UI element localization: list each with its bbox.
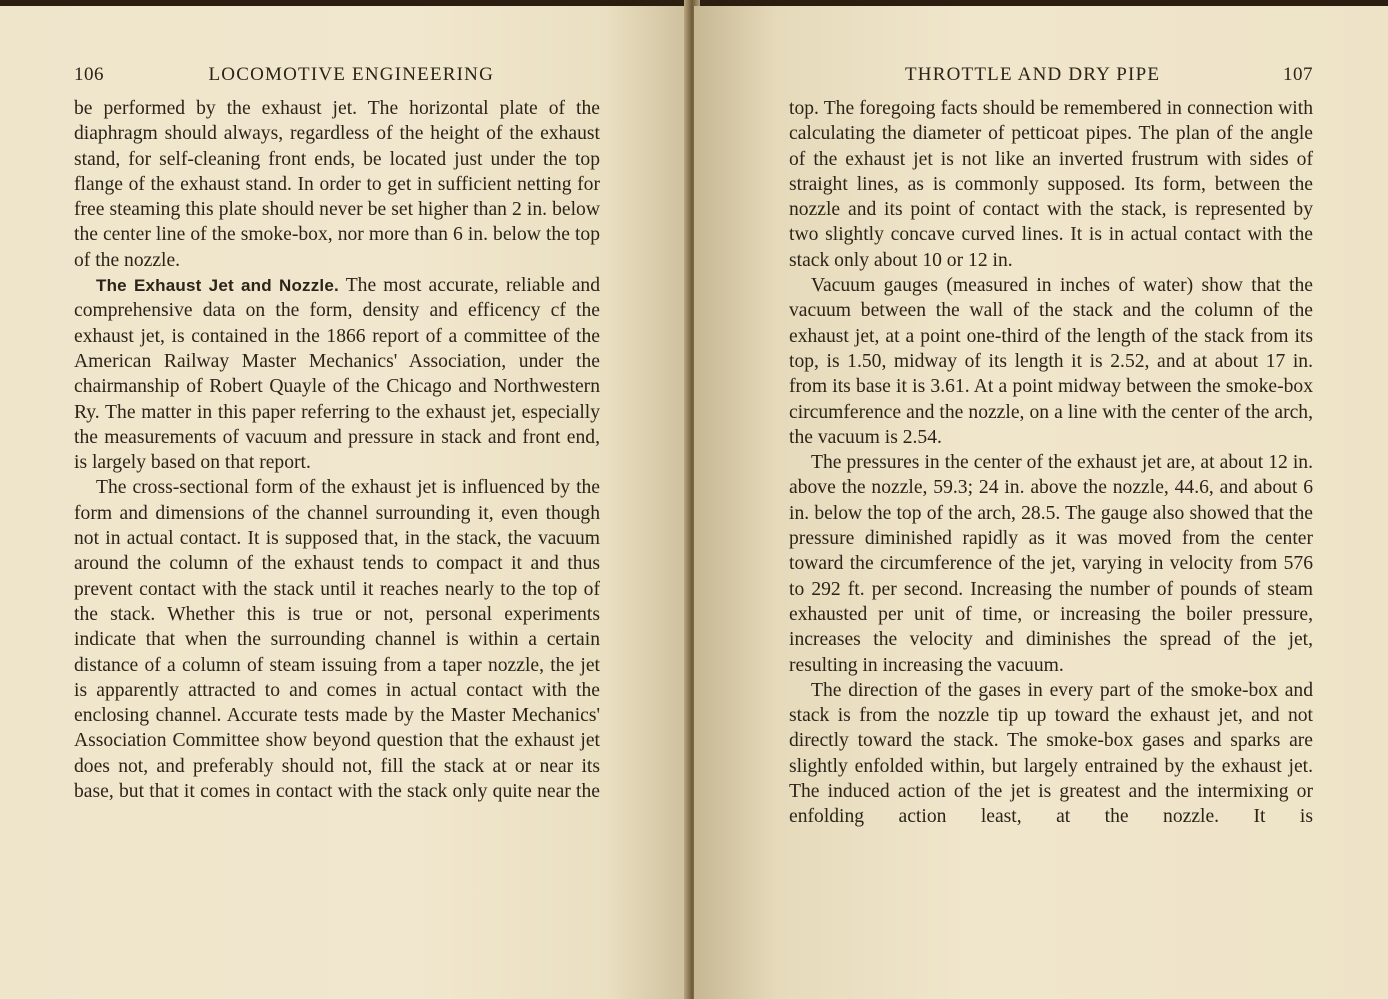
right-running-header xyxy=(789,64,1313,96)
left-paragraph-3: The cross-sectional form of the exhaust jet is influenced by the form and dimensions of the channel surrounding it, even though not in actual contact. It is supposed that, in the stack, the vacuum around the column of the exhaust tends to compact it and thus prevent contact with the stack until it reaches nearly to the top of the stack. Whether this is true or not, personal experiments indicate that when the surrounding channel is within a certain distance of a column of steam issuing from a taper nozzle, the jet is apparently attracted to and comes in actual contact with the enclosing channel. Accurate tests made by the Master Mechanics' Association Committee show beyond question that the exhaust jet does not, and preferably should not, fill the stack at or near its base, but that it comes in contact with the stack only quite near the xyxy=(74,477,600,803)
right-paragraph-1: top. The foregoing facts should be remembered in connection with calculating the diameter of petticoat pipes. The plan of the angle of the exhaust jet is not like an inverted frustrum with sides of straight lines, as is commonly supposed. Its form, between the nozzle and its point of contact with the stack, is represented by two slightly concave curved lines. It is in actual contact with the stack only about 10 or 12 in. xyxy=(789,98,1313,271)
right-paragraph-3: The pressures in the center of the exhaust jet are, at about 12 in. above the nozzle, 59.3; 24 in. above the nozzle, 44.6, and about 6 in. below the top of the arch, 28.5. The gauge also showed that the pressure diminished rapidly as it was moved from the center toward the circumference of the jet, varying in velocity from 576 to 292 ft. per second. Increasing the number of pounds of steam exhausted per unit of time, or increasing the boiler pressure, increases the velocity and diminishes the spread of the jet, resulting in increasing the vacuum. xyxy=(789,452,1313,676)
left-paragraph-1: be performed by the exhaust jet. The horizontal plate of the diaphragm should always, regardless of the height of the exhaust stand, for self-cleaning front ends, be located just under the top flange of the exhaust stand. In order to get in sufficient netting for free steaming this plate should never be set higher than 2 in. below the center line of the smoke-box, nor more than 6 in. below the top of the nozzle. xyxy=(74,98,600,271)
right-page-number: 107 xyxy=(1283,64,1313,85)
left-running-head: LOCOMOTIVE ENGINEERING xyxy=(208,64,494,85)
right-page-body xyxy=(789,96,1313,830)
right-paragraph-4: The direction of the gases in every part of the smoke-box and stack is from the nozzle tip up toward the exhaust jet, and not directly toward the stack. The smoke-box gases and sparks are slightly enfolded within, but largely entrained by the exhaust jet. The induced action of the jet is greatest and the intermixing or enfolding action least, at the nozzle. It is xyxy=(789,679,1313,828)
section-heading: The Exhaust Jet and Nozzle. xyxy=(96,276,339,296)
left-paragraph-2-text: The most accurate, reliable and comprehensive data on the form, density and efficency cf the exhaust jet, is contained in the 1866 report of a committee of the American Railway Master Mechanics' Association, under the chairmanship of Robert Quayle of the Chicago and Northwestern Ry. The matter in this paper referring to the exhaust jet, especially the measurements of vacuum and pressure in stack and front end, is largely based on that report. xyxy=(74,275,600,474)
left-page xyxy=(0,6,690,999)
left-page-body xyxy=(74,96,600,804)
right-running-head: THROTTLE AND DRY PIPE xyxy=(905,64,1161,85)
left-page-number: 106 xyxy=(74,64,104,85)
left-paragraph-2 xyxy=(74,273,600,475)
right-page xyxy=(694,6,1388,999)
left-running-header xyxy=(74,64,600,96)
right-paragraph-2: Vacuum gauges (measured in inches of water) show that the vacuum between the wall of the stack and the column of the exhaust jet, at a point one-third of the length of the stack from its top, is 1.50, midway of its length it is 2.52, and at about 17 in. from its base it is 3.61. At a point midway between the smoke-box circumference and the nozzle, on a line with the center of the arch, the vacuum is 2.54. xyxy=(789,275,1313,448)
